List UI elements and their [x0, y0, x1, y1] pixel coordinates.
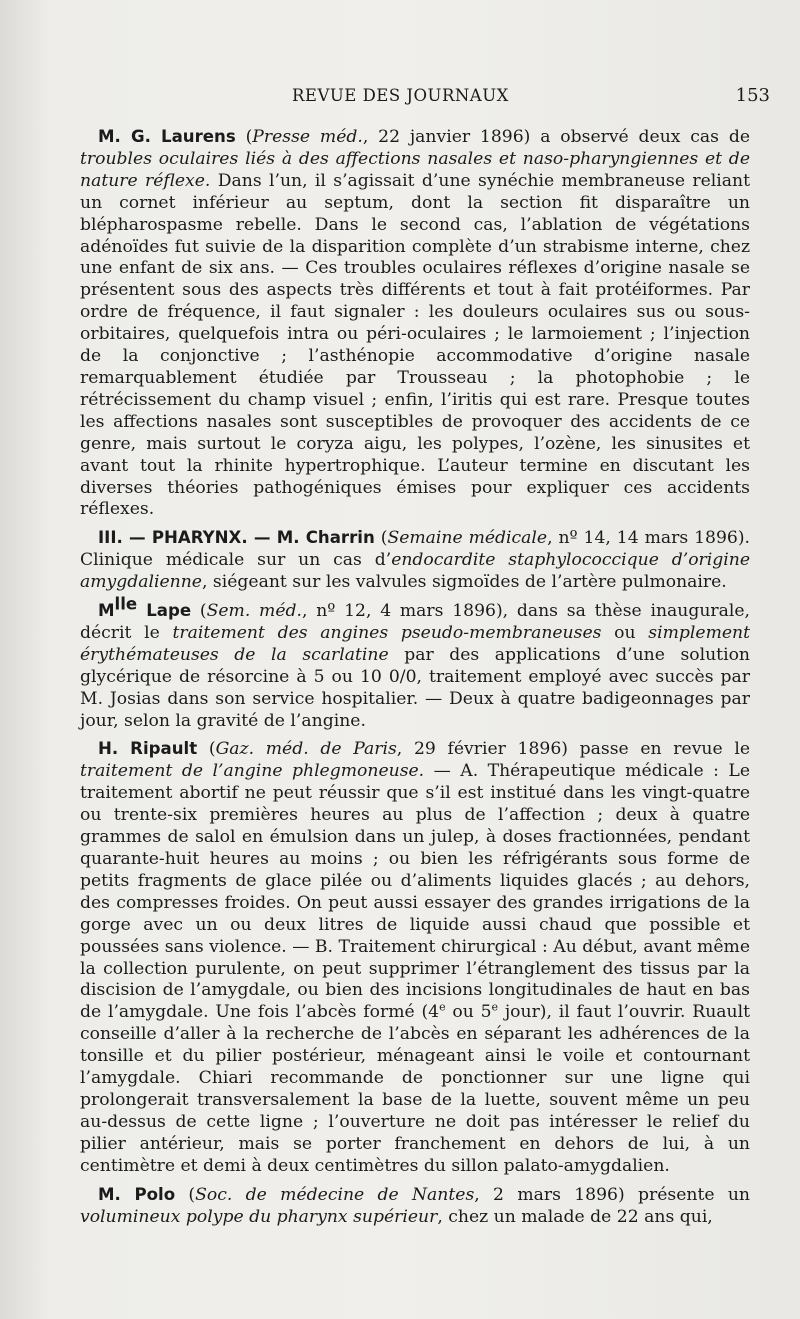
- journal-citation: Soc. de médecine de Nantes: [195, 1184, 475, 1205]
- text-run: , 2 mars 1896) présente un: [474, 1184, 750, 1205]
- text-run: jour), il faut l’ouvrir. Ruault conseille d’aller à la recherche de l’abcès en séparant les adhérences de la tonsille et du pilier postérieur, ménageant ainsi le voile et contournant l’amygdale. Chiari recommande de ponctionner sur une ligne qui prolongerait transversalement la base de la luette, souvent même un peu au-dessus de cette ligne ; l’ouverture ne doit pas intéresser le relief du pilier antérieur, mais se porter franchement en dehors de lui, à un centimètre et demi à deux centimètres du sillon palato-amygdalien.: [80, 1002, 750, 1176]
- paragraph-polo: [80, 1184, 750, 1229]
- journal-citation: Semaine médicale: [387, 528, 548, 549]
- article-topic: troubles oculaires liés à des affections nasales et naso-pharyngiennes et de nature réflexe.: [80, 148, 750, 191]
- text-run: (: [191, 601, 207, 622]
- text-run: , siégeant sur les valvules sigmoïdes de l’artère pulmonaire.: [201, 572, 727, 593]
- text-run: ou: [601, 622, 649, 643]
- text-run: , 29 février 1896) passe en revue le: [396, 739, 750, 760]
- journal-citation: Gaz. méd. de Paris: [215, 739, 397, 760]
- journal-citation: Presse méd.: [252, 127, 363, 147]
- running-title: REVUE DES JOURNAUX: [292, 86, 509, 105]
- ordinal-sup: e: [439, 1000, 446, 1014]
- journal-citation: Sem. méd.: [206, 601, 302, 622]
- text-run: ou 5: [445, 1002, 492, 1023]
- author-prefix: M: [98, 601, 115, 621]
- text-run: — A. Thérapeutique médicale : Le traitement abortif ne peut réussir que s’il est institué dans les vingt-quatre ou trente-six premières heures au plus de l’affection ; deux à quatre grammes de salol en émulsion dans un julep, à doses fractionnées, pendant quarante-huit heures au moins ; ou bien les réfrigérants sous forme de petits fragments de glace pilée ou d’aliments liquides glacés ; au dehors, des compresses froides. On peut aussi essayer des grandes irrigations de la gorge avec un ou deux litres de liquide aussi chaud que possible et poussées sans violence. — B. Traitement chirurgical : Au début, avant même la collection purulente, on peut supprimer l’étranglement des tissus par la discision de l’amygdale, ou bien des incisions longitudinales de haut en bas de l’amygdale. Une fois l’abcès formé (4: [80, 761, 750, 1023]
- paragraph-ripault: [80, 738, 750, 1177]
- text-run: Dans l’un, il s’agissait d’une synéchie membraneuse reliant un cornet inférieur au septum, dont la section fit disparaître un blépharospasme rebelle. Dans le second cas, l’ablation de végétations adénoïdes fut suivie de la disparition complète d’un strabisme interne, chez une enfant de six ans. — Ces troubles oculaires réflexes d’origine nasale se présentent sous des aspects très différents et tout à fait protéiformes. Par ordre de fréquence, il faut signaler : les douleurs oculaires sus ou sous-orbitaires, quelquefois intra ou péri-oculaires ; le larmoiement ; l’injection de la conjonctive ; l’asthénopie accommodative d’origine nasale remarquablement étudiée par Trousseau ; la photophobie ; le rétrécissement du champ visuel ; enfin, l’iritis qui est rare. Presque toutes les affections nasales sont susceptibles de provoquer des accidents de ce genre, mais surtout le coryza aigu, les polypes, l’ozène, les sinusites et avant tout la rhinite hypertrophique. L’auteur termine en discutant les diverses théories pathogéniques émises pour expliquer ces accidents réflexes.: [80, 170, 751, 520]
- text-run: , 22 janvier 1896) a observé deux cas de: [362, 127, 751, 147]
- article-body: [80, 126, 750, 1234]
- paragraph-laurens: [80, 126, 750, 521]
- article-topic: traitement de l’angine phlegmoneuse.: [80, 761, 425, 782]
- section-heading: III. — PHARYNX. — M. Charrin: [98, 528, 375, 548]
- author-name: M. Polo: [98, 1184, 176, 1204]
- text-run: par des applications d’une solution glycérique de résorcine à 5 ou 10 0/0, traitement employé avec succès par M. Josias dans son service hospitalier. — Deux à quatre badigeonnages par jour, selon la gravité de l’angine.: [80, 644, 751, 731]
- ordinal-sup: e: [491, 1000, 499, 1014]
- page-number: 153: [735, 85, 770, 106]
- text-run: , chez un malade de 22 ans qui,: [437, 1206, 713, 1227]
- text-run: (: [374, 528, 388, 549]
- author-name: H. Ripault: [98, 739, 198, 759]
- author-name: Lape: [137, 601, 192, 621]
- text-run: (: [197, 739, 216, 760]
- article-topic: traitement des angines pseudo-membraneuses: [172, 622, 602, 643]
- article-topic: volumineux polype du pharynx supérieur: [80, 1206, 438, 1227]
- paragraph-lape: [80, 594, 751, 732]
- paragraph-charrin: [80, 527, 750, 594]
- text-run: , nº 12, 4 mars 1896), dans sa thèse inaugurale, décrit le: [80, 601, 751, 643]
- text-run: (: [175, 1184, 196, 1205]
- text-run: , nº 14, 14 mars 1896). Clinique médicale sur un cas d’: [80, 528, 750, 571]
- article-topic: simplement érythémateuses de la scarlatine: [80, 622, 751, 665]
- text-run: (: [235, 127, 253, 147]
- author-name: M. G. Laurens: [98, 127, 236, 146]
- author-title-sup: lle: [114, 594, 138, 614]
- article-topic: endocardite staphylococcique d’origine amygdalienne: [80, 550, 751, 593]
- page-header: [80, 86, 770, 110]
